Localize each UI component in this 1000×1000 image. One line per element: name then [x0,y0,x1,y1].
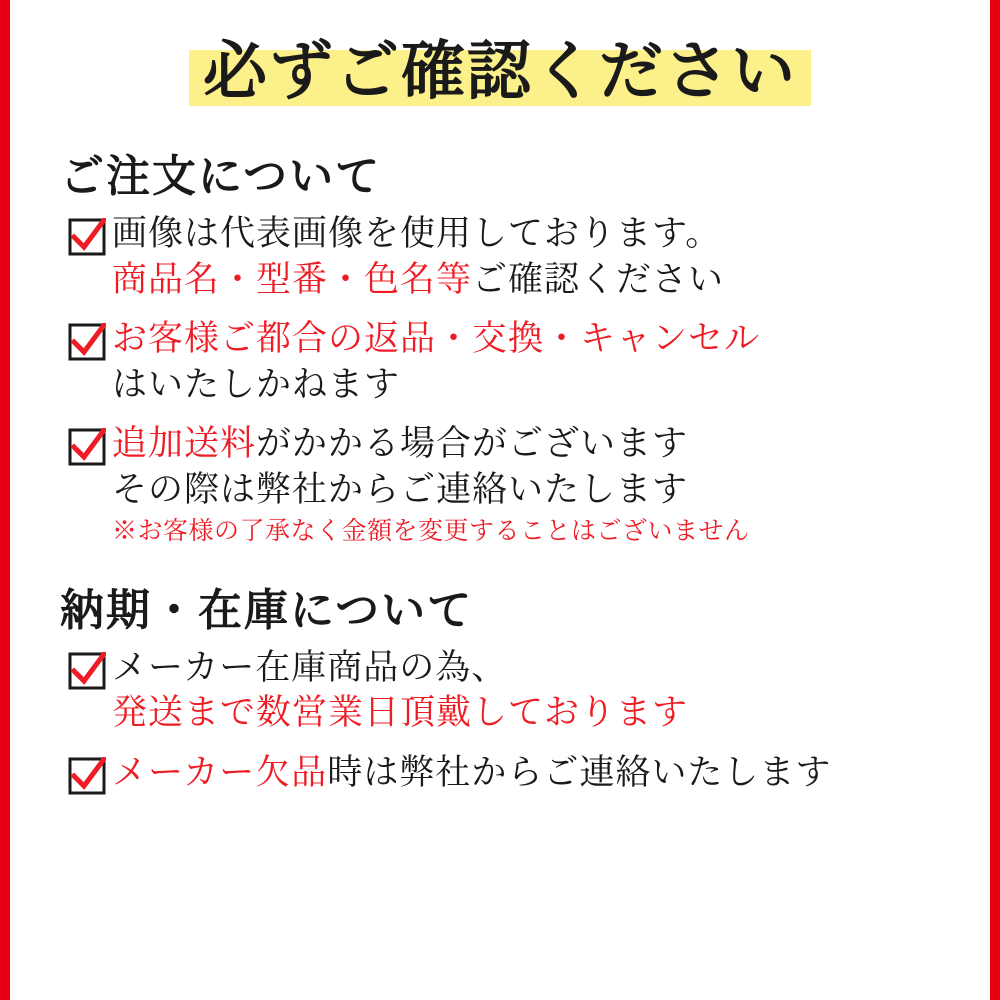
item-line-2: 発送まで数営業日頂戴しております [112,693,689,733]
checkbox-checked-icon [68,218,106,256]
item-line-2-black: ご確認ください [472,259,725,300]
checkbox-checked-icon [68,323,106,361]
list-item [68,422,962,548]
item-line-1: お客様ご都合の返品・交換・キャンセル [112,319,761,359]
item-line-2: はいたしかねます [112,364,401,405]
list-item [68,212,962,303]
checkbox-checked-icon [68,757,106,795]
item-line-1-red: メーカー欠品 [112,752,328,793]
list-item [68,646,962,737]
item-line-2-red: 商品名・型番・色名等 [112,259,473,300]
banner-title: 必ずご確認ください [203,34,797,109]
item-note: ※お客様の了承なく金額を変更することはございません [112,516,750,545]
item-line-2: その際は弊社からご連絡いたします [112,469,689,510]
section-title-orders: ご注文について [60,151,382,202]
right-red-bar [990,0,1000,1000]
checkbox-checked-icon [68,428,106,466]
list-item [68,317,962,408]
item-line-1: メーカー在庫商品の為、 [112,647,508,688]
item-line-1: 画像は代表画像を使用しております。 [112,214,722,254]
section-title-delivery: 納期・在庫について [60,584,474,636]
checkbox-checked-icon [68,652,106,690]
list-item [68,751,962,797]
banner [38,36,962,110]
item-line-1-black: がかかる場合がございます [256,424,689,464]
item-line-1-black: 時は弊社からご連絡いたします [327,752,832,793]
left-red-bar [0,0,10,1000]
notice-content [10,0,990,1000]
item-line-1-red: 追加送料 [112,424,257,464]
